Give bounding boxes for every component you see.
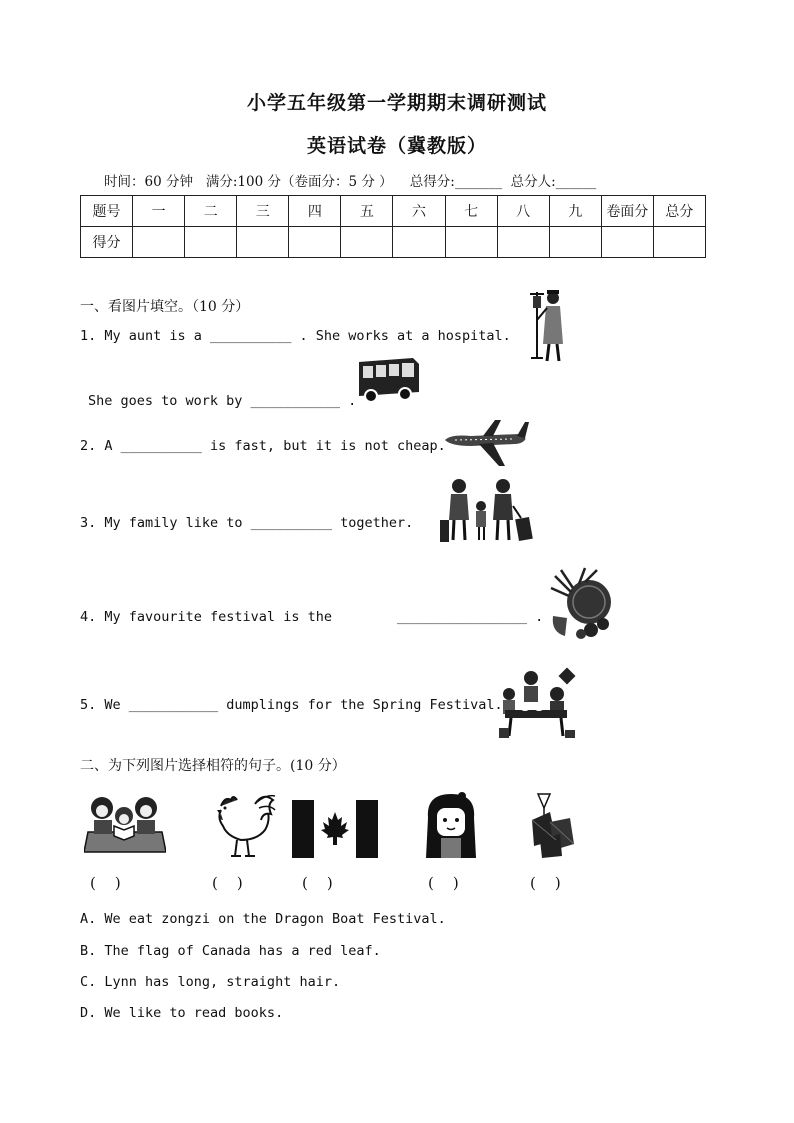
score-table-score-row xyxy=(81,227,706,258)
table-cell: 总分 xyxy=(653,196,705,227)
table-cell: 题号 xyxy=(81,196,133,227)
rooster-icon xyxy=(205,790,277,862)
score-entry-cell[interactable] xyxy=(601,227,653,258)
score-entry-cell[interactable] xyxy=(341,227,393,258)
score-entry-cell[interactable] xyxy=(445,227,497,258)
family-travel-icon xyxy=(437,476,537,548)
question-3: 3. My family like to __________ together. xyxy=(80,515,414,531)
question-1b: She goes to work by ___________ . xyxy=(88,393,357,409)
answer-blank[interactable]: ( ) xyxy=(90,874,121,892)
bus-icon xyxy=(353,354,423,404)
score-entry-cell[interactable] xyxy=(549,227,601,258)
option-c: C. Lynn has long, straight hair. xyxy=(80,974,341,990)
table-cell: 得分 xyxy=(81,227,133,258)
zongzi-icon xyxy=(520,790,584,860)
option-b: B. The flag of Canada has a red leaf. xyxy=(80,943,381,959)
score-entry-cell[interactable] xyxy=(497,227,549,258)
answer-blank[interactable]: ( ) xyxy=(212,874,243,892)
plane-icon xyxy=(441,418,529,470)
score-entry-cell[interactable] xyxy=(289,227,341,258)
dumpling-family-icon xyxy=(495,664,583,744)
question-5: 5. We ___________ dumplings for the Spring Festival. xyxy=(80,697,503,713)
table-cell: 九 xyxy=(549,196,601,227)
score-entry-cell[interactable] xyxy=(133,227,185,258)
score-entry-cell[interactable] xyxy=(393,227,445,258)
score-entry-cell[interactable] xyxy=(185,227,237,258)
score-entry-cell[interactable] xyxy=(237,227,289,258)
answer-blank[interactable]: ( ) xyxy=(302,874,333,892)
table-cell: 二 xyxy=(185,196,237,227)
table-cell: 三 xyxy=(237,196,289,227)
score-table xyxy=(80,195,706,258)
question-4: 4. My favourite festival is the ________________ . xyxy=(80,609,544,625)
girl-long-hair-icon xyxy=(420,790,482,862)
table-cell: 一 xyxy=(133,196,185,227)
section2-heading: 二、为下列图片选择相符的句子。(10 分） xyxy=(80,758,346,774)
section1-heading: 一、看图片填空。（10 分） xyxy=(80,299,250,315)
score-table-header-row xyxy=(81,196,706,227)
exam-info: 时间：60 分钟 满分:100 分（卷面分：5 分 ） 总得分:_______ 总分人:______ xyxy=(104,174,597,190)
table-cell: 六 xyxy=(393,196,445,227)
table-cell: 五 xyxy=(341,196,393,227)
option-a: A. We eat zongzi on the Dragon Boat Festival. xyxy=(80,911,446,927)
canada-flag-icon xyxy=(292,800,378,858)
mid-autumn-icon xyxy=(545,566,615,642)
table-cell: 四 xyxy=(289,196,341,227)
page-title: 小学五年级第一学期期末调研测试 xyxy=(246,92,547,114)
table-cell: 八 xyxy=(497,196,549,227)
score-entry-cell[interactable] xyxy=(653,227,705,258)
question-1a: 1. My aunt is a __________ . She works at a hospital. xyxy=(80,328,511,344)
answer-blank[interactable]: ( ) xyxy=(530,874,561,892)
nurse-icon xyxy=(525,286,567,364)
table-cell: 七 xyxy=(445,196,497,227)
page-subtitle: 英语试卷（冀教版） xyxy=(306,135,487,157)
reading-children-icon xyxy=(84,792,166,856)
table-cell: 卷面分 xyxy=(601,196,653,227)
question-2: 2. A __________ is fast, but it is not cheap. xyxy=(80,438,446,454)
option-d: D. We like to read books. xyxy=(80,1005,284,1021)
answer-blank[interactable]: ( ) xyxy=(428,874,459,892)
